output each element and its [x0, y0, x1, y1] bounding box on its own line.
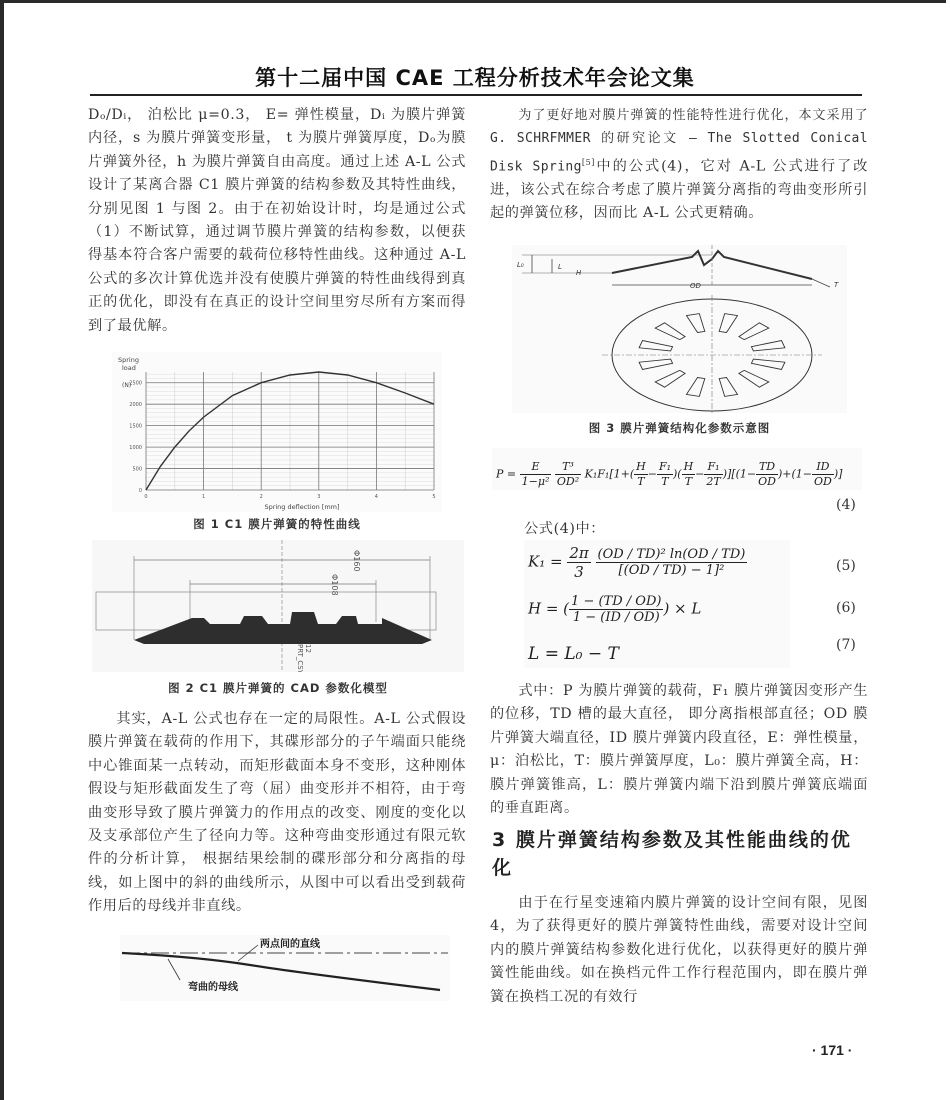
- paragraph: Dₒ/Dᵢ， 泊松比 μ=0.3， E= 弹性模量，Dᵢ 为膜片弹簧内径，s 为膜片弹簧变形量， t 为膜片弹簧厚度，Dₒ为膜片弹簧外径，h 为膜片弹簧自由高度。通过上述 A-L 公式设计了某离合器 C1 膜片弹簧的结构参数及其特性曲线，分别见图 1 与图 2。由于在初始设计时，均是通过公式（1）不断试算，通过调节膜片弹簧的结构参数，以便获得基本符合客户需要的载荷位移特性曲线。这种通过 A-L 公式的多次计算优选并没有使膜片弹簧的特性曲线得到真正的优化，即没有在真正的设计空间里穷尽所有方案而得到了最优解。: [88, 107, 466, 334]
- equation-7-number: (7): [836, 637, 856, 653]
- section-heading: 3 膜片弹簧结构参数及其性能曲线的优化: [492, 829, 852, 879]
- bending-diagram: [120, 935, 450, 1001]
- curved-line-label: 弯曲的母线: [188, 982, 238, 993]
- equation-7: L = L₀ − T: [528, 644, 619, 664]
- y-axis-label-line2: load: [122, 364, 136, 372]
- figure-3-caption: 图 3 膜片弹簧结构化参数示意图: [588, 421, 771, 435]
- x-tick-label: 5: [432, 494, 436, 500]
- x-tick-label: 2: [259, 494, 263, 500]
- structure-diagram: [512, 245, 847, 413]
- dim-inner-label: Φ108: [330, 574, 339, 596]
- x-tick-label: 4: [374, 494, 378, 500]
- paragraph: [490, 104, 868, 226]
- paragraph: 式中：P 为膜片弹簧的载荷，F₁ 膜片弹簧因变形产生的位移，TD 槽的最大直径， 即分离指根部直径；OD 膜片弹簧大端直径，ID 膜片弹簧内段直径，E：弹性模量，μ：泊松比，T：膜片弹簧厚度，L₀：膜片弹簧全高，H：膜片弹簧锥高，L：膜片弹簧内端下沿到膜片弹簧底端面的垂直距离。: [490, 683, 868, 817]
- right-column-para-1: [490, 104, 868, 226]
- figure-2-cad-model: [92, 540, 464, 672]
- x-tick-label: 3: [317, 494, 321, 500]
- x-tick-label: 0: [144, 494, 148, 500]
- equation-4-number: (4): [836, 497, 856, 513]
- finger-slot: [655, 323, 685, 340]
- figure-bending-line: [120, 935, 450, 1001]
- y-axis-label-line1: Spring: [118, 356, 139, 364]
- page-number: · 171 ·: [812, 1042, 853, 1058]
- citation[interactable]: [5]: [581, 157, 596, 167]
- l0-label: L₀: [517, 261, 524, 269]
- equation-6: H = ( $\frac{1 - (TD / OD)}{1 - (ID / OD)}$ ) × L: [528, 594, 702, 625]
- figure-1-chart: [112, 352, 442, 512]
- spring-section: [134, 612, 432, 644]
- finger-slot: [639, 341, 673, 351]
- leader-line: [168, 959, 180, 980]
- figure-3-structure: [512, 245, 847, 413]
- paragraph-tail: 中的公式(4)，它对 A-L 公式进行了改进，该公式在综合考虑了膜片弹簧分离指的弯曲变形所引起的弹簧位移，因而比 A-L 公式更精确。: [490, 158, 868, 222]
- finger-slot: [739, 370, 769, 387]
- left-column-para-2: [88, 708, 466, 919]
- paragraph-text: 为了更好地对膜片弹簧的性能特性进行优化，本文采用了 G. SCHRFMMER 的研究论文 — The Slotted Conical Disk Spring: [490, 108, 868, 175]
- equation-4: [492, 448, 862, 490]
- finger-slot: [687, 378, 705, 397]
- y-tick-label: 1500: [129, 423, 142, 430]
- left-column-para-1: [88, 104, 466, 338]
- paragraph: 其实，A-L 公式也存在一定的局限性。A-L 公式假设膜片弹簧在载荷的作用下，其碟形部分的子午端面只能绕中心锥面某一点转动，而矩形截面本身不变形，这种刚体假设与矩形截面发生了弯（屈）曲变形并不相符，由于弯曲变形导致了膜片弹簧力的作用点的改变、刚度的变化以及支承部位产生了径向力等。这种弯曲变形通过有限元软件的分析计算， 根据结果绘制的碟形部分和分离指的母线，如上图中的斜的曲线所示，从图中可以看出受到载荷作用后的母线并非直线。: [88, 711, 466, 915]
- spring-load-chart: [112, 352, 442, 512]
- finger-slot: [751, 359, 785, 369]
- finger-slot: [719, 378, 737, 397]
- straight-line-label: 两点间的直线: [260, 939, 320, 950]
- y-tick-label: 1000: [129, 445, 142, 452]
- finger-slot: [639, 359, 673, 369]
- t-label: T: [834, 281, 839, 289]
- finger-slot: [751, 341, 785, 351]
- curved-generatrix: [122, 953, 440, 990]
- finger-slot: [687, 314, 705, 333]
- equation-6-number: (6): [836, 600, 856, 616]
- h-label: H: [576, 269, 582, 277]
- l-label: L: [558, 263, 562, 271]
- dim-outer-label: Φ160: [352, 550, 361, 572]
- x-axis-label: Spring deflection [mm]: [264, 503, 340, 511]
- right-column-para-3: [490, 892, 868, 1009]
- running-head: 第十二届中国 CAE 工程分析技术年会论文集: [255, 66, 695, 90]
- header-rule: [90, 94, 862, 96]
- equation-intro-text: 公式(4)中：: [524, 521, 606, 537]
- equation-5: K₁ = $\frac{2\pi}{3}$ $\frac{\text{(OD / TD)² ln(OD / TD)}}{\text{[(OD / TD) − 1]²}}$: [528, 544, 746, 581]
- od-label: OD: [690, 282, 701, 290]
- height-label: 12: [304, 644, 312, 653]
- y-tick-label: 0: [138, 488, 142, 494]
- t-leader: [812, 279, 830, 287]
- equation-4-body: P = $\frac{E}{\text{1−μ²}}$ $\frac{\text{T³}}{\text{OD²}}$ K₁F₁[1+( $\frac{H}{T}$ − $\frac{\text{F₁}}{T}$ )( $\frac{H}{T}$ − $\frac{\text{F₁}}{2T}$ )][(1− $\frac{TD}{OD}$ )+(1− $\frac{ID}{OD}$ )]: [496, 460, 843, 488]
- finger-slot: [719, 314, 737, 333]
- paragraph: 由于在行星变速箱内膜片弹簧的设计空间有限，见图 4，为了获得更好的膜片弹簧特性曲线，需要对设计空间内的膜片弹簧结构参数化进行优化，以获得更好的膜片弹簧性能曲线。如在换档元件工作行程范围内，即在膜片弹簧在换档工况的有效行: [490, 895, 868, 1005]
- right-column-para-2: [490, 680, 868, 820]
- finger-slot: [739, 323, 769, 340]
- y-tick-label: 2000: [129, 402, 142, 409]
- csys-label: PRT_CSYS: [296, 644, 304, 672]
- figure-2-caption: 图 2 C1 膜片弹簧的 CAD 参数化模型: [168, 681, 388, 695]
- finger-slot: [655, 370, 685, 387]
- x-tick-label: 1: [202, 494, 206, 500]
- figure-1-caption: 图 1 C1 膜片弹簧的特性曲线: [193, 517, 361, 531]
- y-tick-label: 500: [132, 466, 142, 473]
- y-axis-unit: (N): [122, 382, 132, 389]
- equation-5-number: (5): [836, 558, 856, 574]
- y-tick-label: 2500: [129, 380, 142, 387]
- cad-drawing: [92, 540, 464, 672]
- equation-intro: [524, 518, 902, 541]
- equations-5-7: [524, 540, 790, 668]
